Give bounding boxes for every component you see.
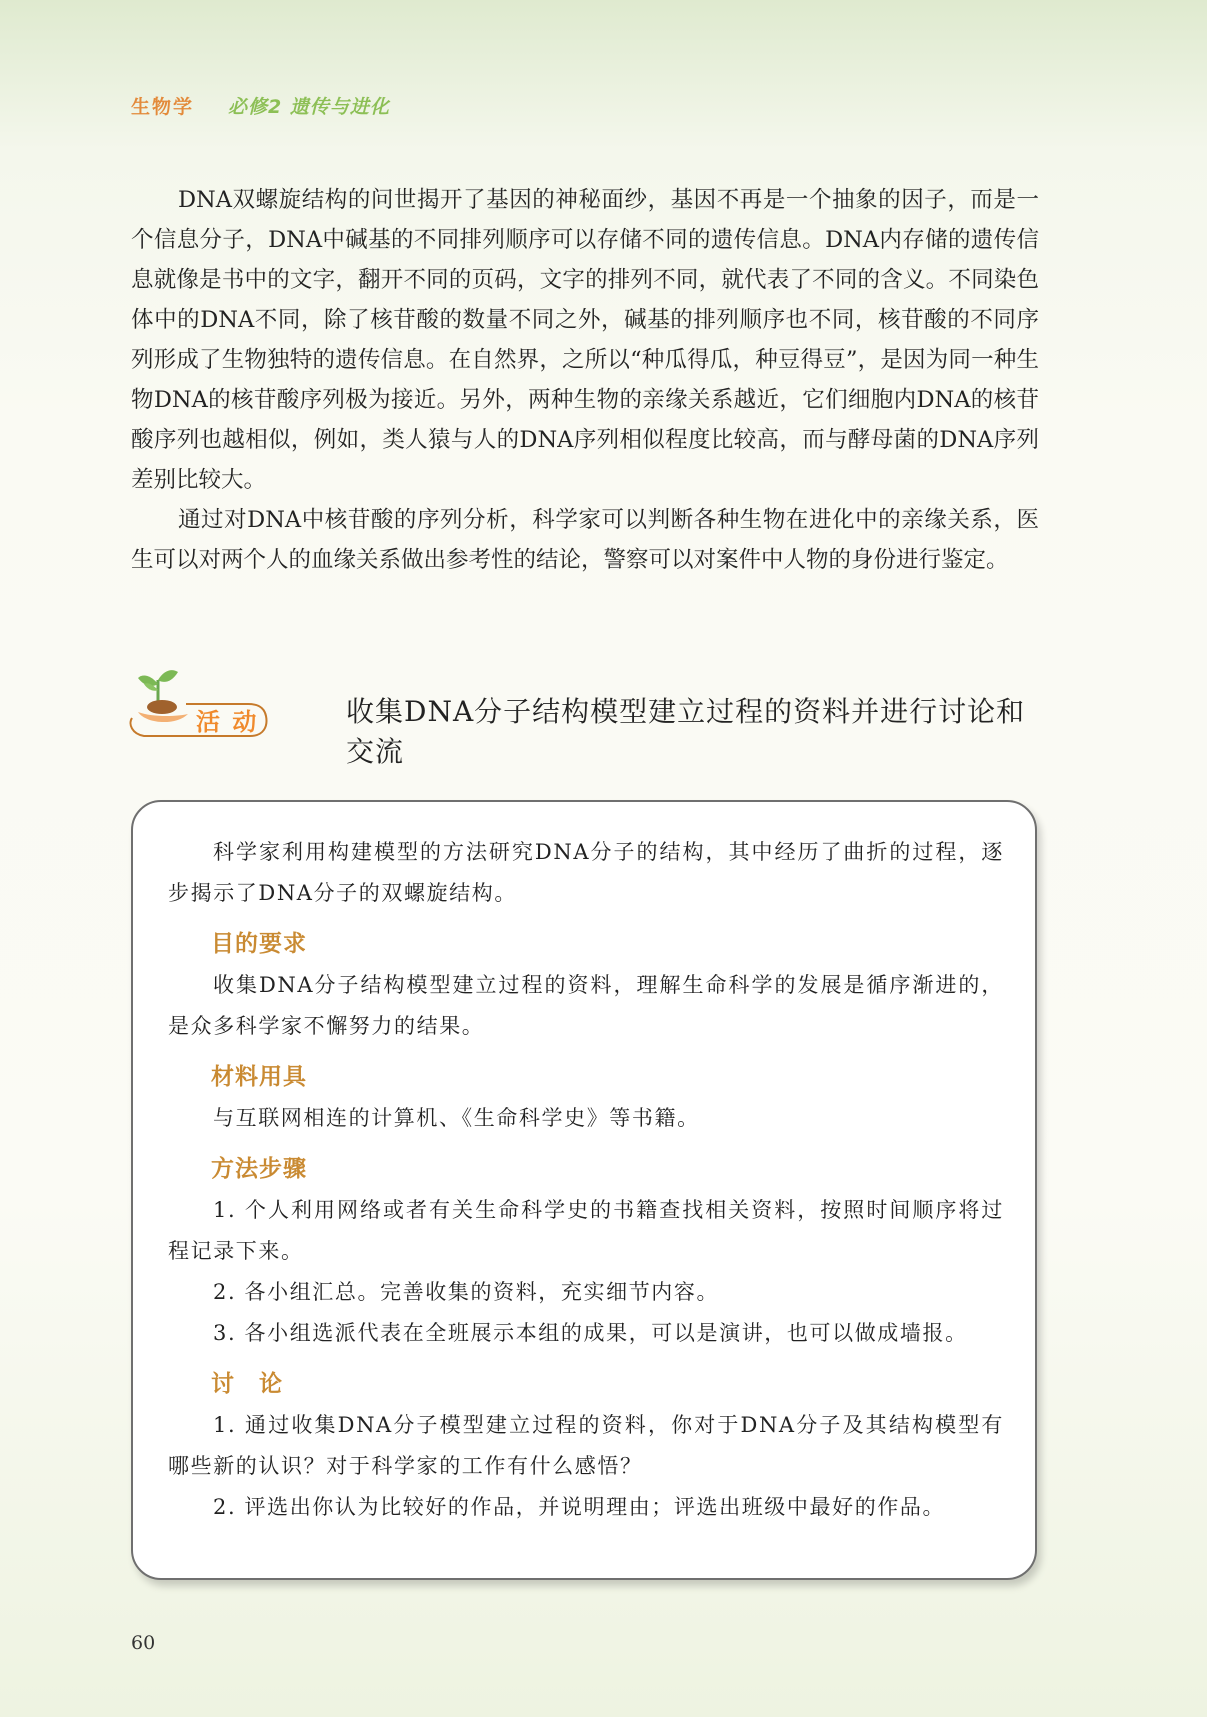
running-header xyxy=(131,92,390,119)
section-item: 1. 个人利用网络或者有关生命科学史的书籍查找相关资料，按照时间顺序将过程记录下来。 xyxy=(168,1198,1004,1263)
section-heading: 材料用具 xyxy=(211,1064,307,1090)
body-paragraph: DNA双螺旋结构的问世揭开了基因的神秘面纱，基因不再是一个抽象的因子，而是一个信息分子，DNA中碱基的不同排列顺序可以存储不同的遗传信息。DNA内存储的遗传信息就像是书中的文字，翻开不同的页码，文字的排列不同，就代表了不同的含义。不同染色体中的DNA不同，除了核苷酸的数量不同之外，碱基的排列顺序也不同，核苷酸的不同序列形成了生物独特的遗传信息。在自然界，之所以“种瓜得瓜，种豆得豆”，是因为同一种生物DNA的核苷酸序列极为接近。另外，两种生物的亲缘关系越近，它们细胞内DNA的核苷酸序列也越相似，例如，类人猿与人的DNA序列相似程度比较高，而与酵母菌的DNA序列差别比较大。 xyxy=(131,187,1039,493)
activity-intro: 科学家利用构建模型的方法研究DNA分子的结构，其中经历了曲折的过程，逐步揭示了DNA分子的双螺旋结构。 xyxy=(168,840,1004,905)
section-heading: 方法步骤 xyxy=(211,1156,307,1182)
body-paragraph: 通过对DNA中核苷酸的序列分析，科学家可以判断各种生物在进化中的亲缘关系，医生可以对两个人的血缘关系做出参考性的结论，警察可以对案件中人物的身份进行鉴定。 xyxy=(131,507,1039,573)
header-subject: 生物学 xyxy=(131,96,195,118)
sprout-hand-icon xyxy=(128,660,288,740)
section-item: 收集DNA分子结构模型建立过程的资料，理解生命科学的发展是循序渐进的，是众多科学家不懈努力的结果。 xyxy=(168,973,1004,1038)
section-item: 2. 评选出你认为比较好的作品，并说明理由；评选出班级中最好的作品。 xyxy=(213,1495,946,1519)
activity-heading xyxy=(128,660,1048,780)
section-item: 2. 各小组汇总。完善收集的资料，充实细节内容。 xyxy=(213,1280,720,1304)
section-item: 3. 各小组选派代表在全班展示本组的成果，可以是演讲，也可以做成墙报。 xyxy=(213,1321,968,1345)
section-heading: 讨 论 xyxy=(211,1371,283,1397)
page-number: 60 xyxy=(131,1632,156,1654)
section-heading: 目的要求 xyxy=(211,931,307,957)
section-item: 1. 通过收集DNA分子模型建立过程的资料，你对于DNA分子及其结构模型有哪些新的认识？对于科学家的工作有什么感悟？ xyxy=(168,1413,1004,1478)
activity-title: 收集DNA分子结构模型建立过程的资料并进行讨论和交流 xyxy=(346,695,1026,768)
header-volume: 必修2 遗传与进化 xyxy=(228,96,390,118)
activity-badge-text: 活 动 xyxy=(196,708,259,736)
section-item: 与互联网相连的计算机、《生命科学史》等书籍。 xyxy=(213,1106,700,1130)
activity-box xyxy=(131,800,1037,1580)
body-text xyxy=(131,180,1039,580)
